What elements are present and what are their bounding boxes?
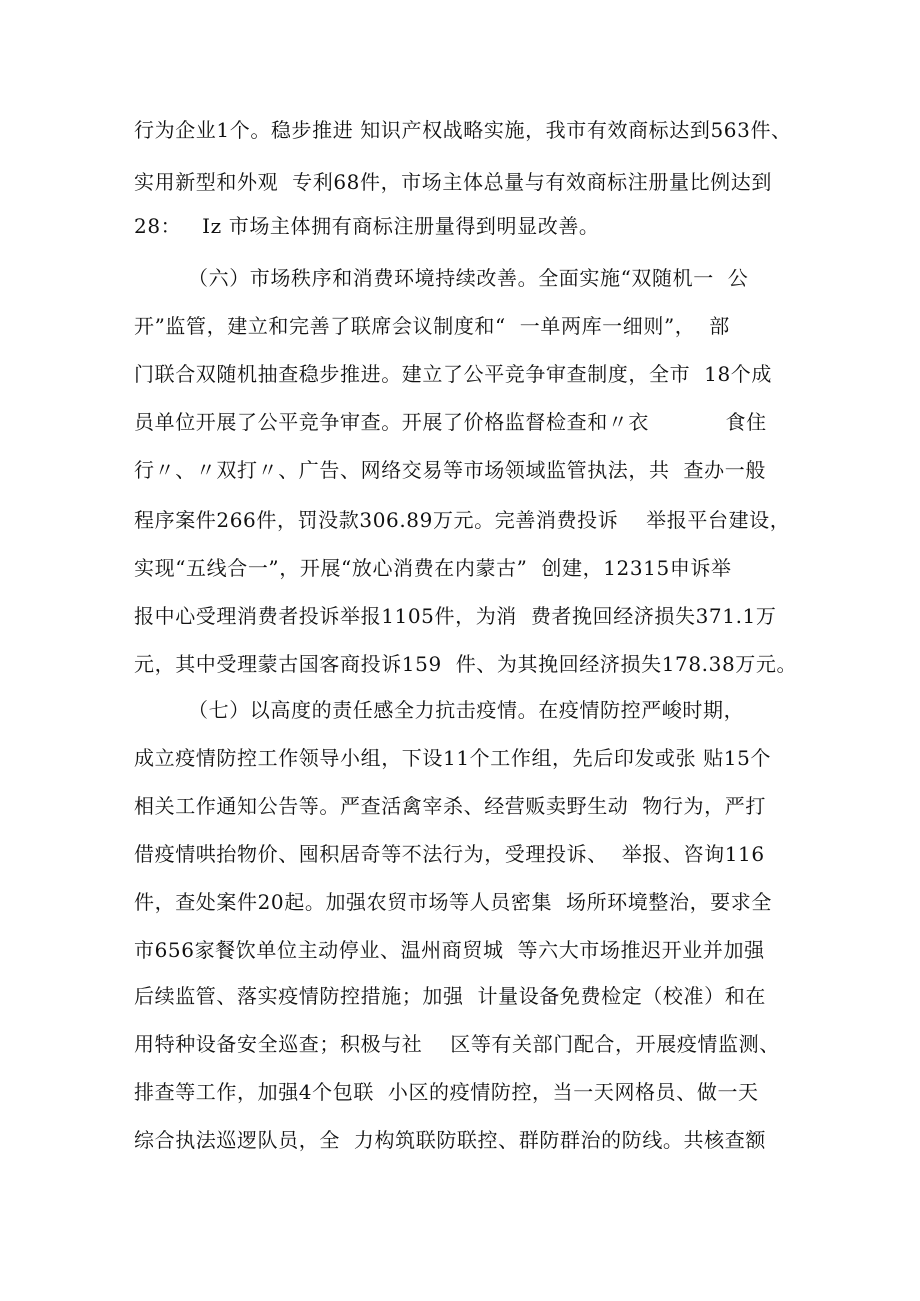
text-line: 28： Iz 市场主体拥有商标注册量得到明显改善。	[134, 214, 600, 238]
text-line: 借疫情哄抬物价、囤积居奇等不法行为，受理投诉、 举报、咨询116	[134, 842, 765, 866]
text-line: 程序案件266件，罚没款306.89万元。完善消费投诉 举报平台建设，	[134, 508, 791, 532]
text-line: 报中心受理消费者投诉举报1105件，为消 费者挽回经济损失371.1万	[134, 604, 777, 628]
paragraph-heading-6: （六）市场秩序和消费环境持续改善。全面实施“双随机一 公	[188, 266, 749, 290]
text-line: 门联合双随机抽查稳步推进。建立了公平竞争审查制度，全市 18个成	[134, 362, 772, 386]
text-line: 开”监管，建立和完善了联席会议制度和“ 一单两库一细则”， 部	[134, 314, 730, 338]
text-line: 行〃、〃双打〃、广告、网络交易等市场领域监管执法，共 查办一般	[134, 458, 766, 482]
text-line: 后续监管、落实疫情防控措施；加强 计量设备免费检定（校准）和在	[134, 984, 766, 1008]
text-line: 件，查处案件20起。加强农贸市场等人员密集 场所环境整治，要求全	[134, 890, 772, 914]
text-line: 元，其中受理蒙古国客商投诉159 件、为其挽回经济损失178.38万元。	[134, 652, 798, 676]
text-line: 相关工作通知公告等。严查活禽宰杀、经营贩卖野生动 物行为，严打	[134, 794, 766, 818]
text-line: 市656家餐饮单位主动停业、温州商贸城 等六大市场推迟开业并加强	[134, 938, 765, 962]
text-line: 综合执法巡逻队员，全 力构筑联防联控、群防群治的防线。共核查额	[134, 1128, 766, 1152]
text-line: 员单位开展了公平竞争审查。开展了价格监督检查和〃衣 食住	[134, 410, 767, 434]
text-line: 行为企业1个。稳步推进 知识产权战略实施，我市有效商标达到563件、	[134, 118, 792, 142]
text-line: 成立疫情防控工作领导小组，下设11个工作组，先后印发或张 贴15个	[134, 746, 772, 770]
text-line: 排查等工作，加强4个包联 小区的疫情防控，当一天网格员、做一天	[134, 1080, 759, 1104]
text-line: 实用新型和外观 专利68件，市场主体总量与有效商标注册量比例达到	[134, 170, 772, 194]
text-line: 实现“五线合一”，开展“放心消费在内蒙古” 创建，12315申诉举	[134, 556, 732, 580]
paragraph-heading-7: （七）以高度的责任感全力抗击疫情。在疫情防控严峻时期，	[188, 698, 745, 722]
text-line: 用特种设备安全巡查；积极与社 区等有关部门配合，开展疫情监测、	[134, 1032, 780, 1056]
